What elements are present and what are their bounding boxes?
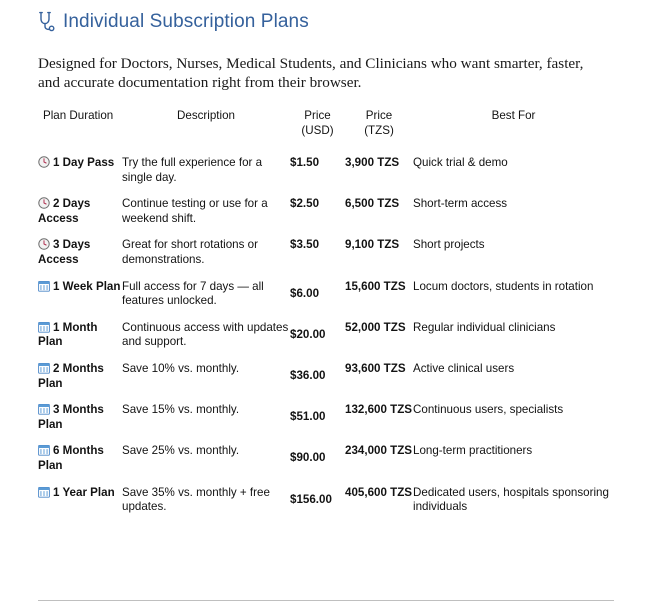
calendar-icon [38,403,50,415]
cell-price-tzs: 52,000 TZS [345,320,406,334]
price-usd-label-line1: Price [304,109,331,122]
cell-price-tzs: 405,600 TZS [345,485,413,499]
clock-icon [38,197,50,209]
column-header-best-for: Best For [491,109,536,122]
calendar-icon [38,444,50,456]
cell-price-usd: $20.00 [290,327,326,341]
cell-plan-duration [38,397,122,438]
price-tzs-label-line1: Price [365,109,393,122]
document-page [0,8,650,611]
subscription-plans-table [38,109,614,521]
cell-price-usd: $6.00 [290,286,320,300]
plan-duration-label: 1 Year Plan [53,485,115,499]
cell-price-tzs: 234,000 TZS [345,444,413,458]
cell-best-for: Short projects [413,238,485,252]
cell-plan-duration [38,274,122,315]
cell-plan-duration [38,232,122,273]
cell-best-for: Locum doctors, students in rotation [413,279,594,293]
cell-price-tzs: 9,100 TZS [345,238,400,252]
plan-duration-label: 1 Week Plan [53,279,121,293]
plan-duration-label: 3 Days Access [38,238,91,266]
plan-duration-label: 1 Day Pass [53,156,115,169]
table-row [38,397,614,438]
column-header-description: Description [177,109,235,122]
table-body [38,150,614,521]
calendar-icon [38,486,50,498]
table-header-row [38,109,614,150]
table-row [38,274,614,315]
table-row [38,315,614,356]
cell-price-usd: $156.00 [290,492,332,506]
cell-plan-duration [38,480,122,521]
cell-description: Try the full experience for a single day. [122,156,263,184]
cell-description: Continuous access with updates and support. [122,320,289,349]
cell-description: Save 15% vs. monthly. [122,403,240,417]
plan-duration-label: 3 Months Plan [38,403,104,431]
cell-best-for: Dedicated users, hospitals sponsoring individuals [413,485,609,514]
cell-price-usd: $51.00 [290,410,326,424]
cell-description: Save 25% vs. monthly. [122,444,240,458]
cell-plan-duration [38,438,122,479]
calendar-icon [38,321,50,333]
cell-best-for: Long-term practitioners [413,444,533,458]
cell-description: Continue testing or use for a weekend shift. [122,197,268,225]
table-row [38,150,614,191]
cell-description: Great for short rotations or demonstrations. [122,238,258,266]
cell-price-tzs: 3,900 TZS [345,156,400,169]
column-header-plan-duration: Plan Duration [43,109,114,122]
plan-duration-label: 2 Months Plan [38,361,104,390]
plan-duration-label: 2 Days Access [38,197,91,225]
cell-best-for: Quick trial & demo [413,156,508,169]
plan-duration-label: 1 Month Plan [38,320,98,349]
table-row [38,232,614,273]
cell-price-usd: $3.50 [290,238,320,252]
clock-icon [38,156,50,168]
stethoscope-icon [38,11,56,33]
page-heading [38,8,650,36]
price-usd-label-line2: (USD) [301,123,334,137]
cell-best-for: Active clinical users [413,361,515,375]
table-row [38,356,614,397]
cell-best-for: Short-term access [413,197,508,211]
clock-icon [38,238,50,250]
calendar-icon [38,362,50,374]
cell-price-usd: $36.00 [290,368,326,382]
plan-duration-label: 6 Months Plan [38,444,104,472]
intro-paragraph: Designed for Doctors, Nurses, Medical Students, and Clinicians who want smarter, faster, and accurate documentation right from their browser. [38,55,584,91]
cell-price-tzs: 93,600 TZS [345,361,406,375]
cell-plan-duration [38,150,122,191]
cell-plan-duration [38,315,122,356]
page-title: Individual Subscription Plans [63,11,309,32]
cell-description: Full access for 7 days — all features unlocked. [122,279,264,308]
column-header-price-usd [290,109,345,150]
table-row [38,438,614,479]
cell-price-tzs: 132,600 TZS [345,403,413,417]
cell-best-for: Regular individual clinicians [413,320,556,334]
cell-description: Save 35% vs. monthly + free updates. [122,485,270,514]
cell-price-usd: $1.50 [290,156,320,169]
cell-plan-duration [38,191,122,232]
cell-description: Save 10% vs. monthly. [122,361,240,375]
cell-price-tzs: 6,500 TZS [345,197,400,211]
cell-price-usd: $2.50 [290,197,320,211]
calendar-icon [38,280,50,292]
price-tzs-label-line2: (TZS) [364,123,394,137]
cell-plan-duration [38,356,122,397]
table-row [38,480,614,521]
cell-price-usd: $90.00 [290,451,326,465]
table-row [38,191,614,232]
bottom-divider [38,600,614,601]
cell-best-for: Continuous users, specialists [413,403,564,417]
column-header-price-tzs [345,109,413,150]
cell-price-tzs: 15,600 TZS [345,279,406,293]
